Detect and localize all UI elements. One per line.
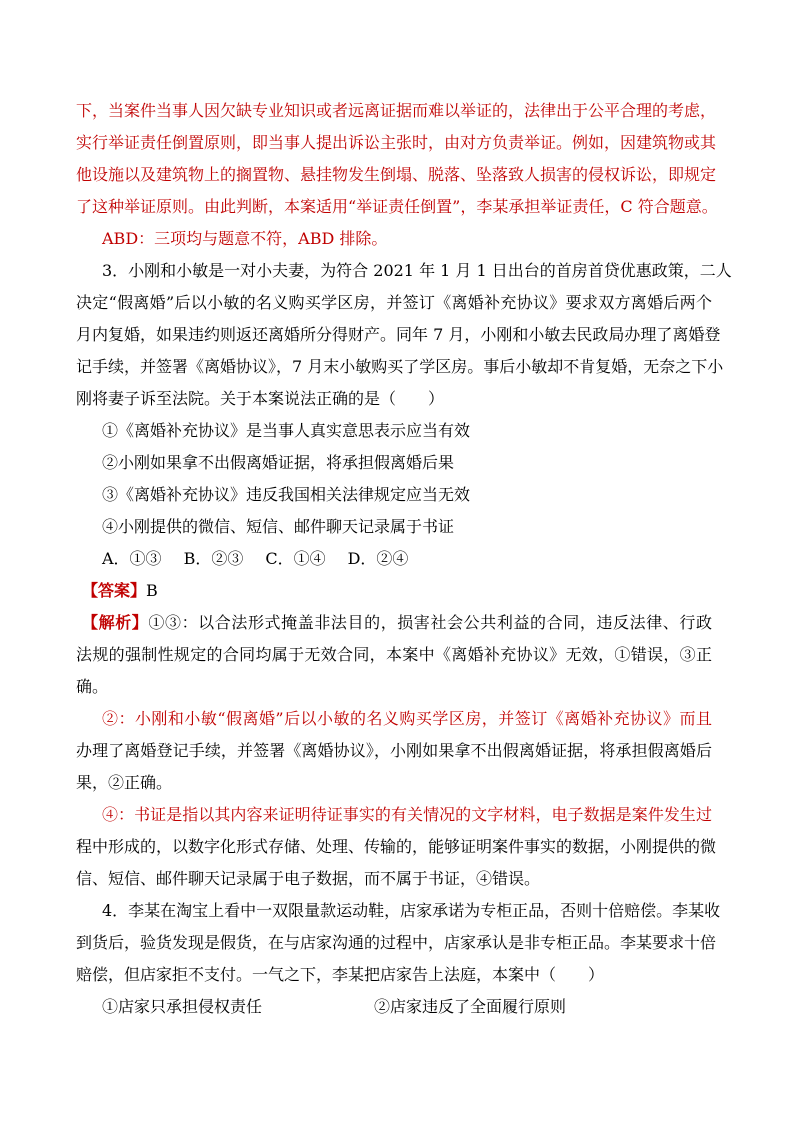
question-3-line: 记手续，并签署《离婚协议》，7 月末小敏购买了学区房。事后小敏却不肯复婚，无奈之下小 [76,357,724,376]
paragraph-line: 下，当案件当事人因欠缺专业知识或者远离证据而难以举证的，法律出于公平合理的考虑， [76,101,717,120]
statement-option: ④小刚提供的微信、短信、邮件聊天记录属于书证 [102,517,455,536]
choice-c: C．①④ [265,549,326,568]
question-3-line: 3．小刚和小敏是一对小夫妻，为符合 2021 年 1 月 1 日出台的首房首贷优惠政策，二人 [102,261,732,280]
analysis-line: 办理了离婚登记手续，并签署《离婚协议》，小刚如果拿不出假离婚证据，将承担假离婚后 [76,741,712,760]
choice-b: B．②③ [183,549,244,568]
question-3-line: 刚将妻子诉至法院。关于本案说法正确的是（ ） [76,389,445,408]
statement-option: ②小刚如果拿不出假离婚证据，将承担假离婚后果 [102,453,455,472]
analysis-line: 法规的强制性规定的合同均属于无效合同，本案中《离婚补充协议》无效，①错误，③正 [76,645,712,664]
analysis-text: ①③：以合法形式掩盖非法目的，损害社会公共利益的合同，违反法律、行政 [148,613,712,632]
analysis-line: 确。 [76,677,109,696]
paragraph-line: 他设施以及建筑物上的搁置物、悬挂物发生倒塌、脱落、坠落致人损害的侵权诉讼，即规定 [76,165,717,184]
question-4-options [102,997,712,1017]
paragraph-line: 了这种举证原则。由此判断，本案适用“举证责任倒置”，李某承担举证责任，C 符合题意。 [76,197,718,216]
analysis-line: ④：书证是指以其内容来证明待证事实的有关情况的文字材料，电子数据是案件发生过 [102,805,712,824]
analysis-line: 程中形成的，以数字化形式存储、处理、传输的，能够证明案件事实的数据，小刚提供的微 [76,837,717,856]
statement-option: ①《离婚补充协议》是当事人真实意思表示应当有效 [102,421,471,440]
analysis-line: 果，②正确。 [76,773,173,792]
question-3-line: 决定“假离婚”后以小敏的名义购买学区房，并签订《离婚补充协议》要求双方离婚后两个 [76,293,712,312]
question-4-line: 到货后，验货发现是假货，在与店家沟通的过程中，店家承认是非专柜正品。李某要求十倍 [76,933,717,952]
option-1: ①店家只承担侵权责任 [102,997,263,1016]
option-2: ②店家违反了全面履行原则 [374,997,567,1016]
question-3-line: 月内复婚，如果违约则返还离婚所分得财产。同年 7 月，小刚和小敏去民政局办理了离婚登 [76,325,721,344]
paragraph-line: 实行举证责任倒置原则，即当事人提出诉讼主张时，由对方负责举证。例如，因建筑物或其 [76,133,717,152]
choice-d: D．②④ [347,549,409,568]
answer-label: 【答案】 [82,581,147,600]
answer-line [82,581,158,601]
question-4-line: 赔偿，但店家拒不支付。一气之下，李某把店家告上法庭，本案中（ ） [76,965,605,984]
analysis-line: ②：小刚和小敏“假离婚”后以小敏的名义购买学区房，并签订《离婚补充协议》而且 [102,709,712,728]
analysis-line: 信、短信、邮件聊天记录属于电子数据，而不属于书证，④错误。 [76,869,541,888]
analysis-label: 【解析】 [82,613,149,632]
paragraph-line: ABD：三项均与题意不符，ABD 排除。 [102,229,388,248]
analysis-line [82,613,712,633]
statement-option: ③《离婚补充协议》违反我国相关法律规定应当无效 [102,485,471,504]
answer-value: B [146,581,158,600]
choice-a: A．①③ [102,549,162,568]
choices-row [102,549,430,569]
question-4-line: 4．李某在淘宝上看中一双限量款运动鞋，店家承诺为专柜正品，否则十倍赔偿。李某收 [102,901,721,920]
